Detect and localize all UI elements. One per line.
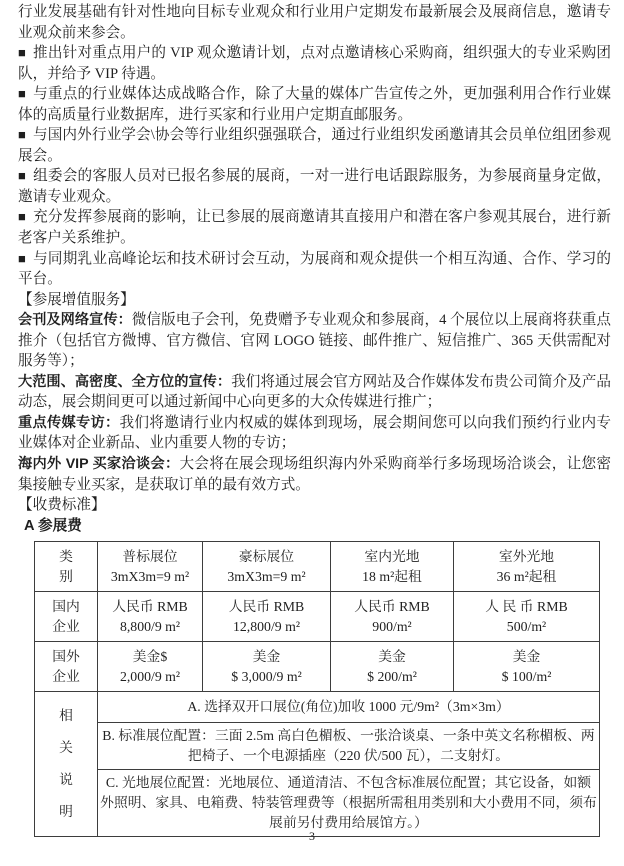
cell-line-2: 500/m² bbox=[506, 618, 547, 634]
price-cell bbox=[331, 642, 454, 692]
cell-line-1: 国内 bbox=[52, 598, 80, 614]
price-cell bbox=[331, 592, 454, 642]
note-c-cell: C. 光地展位配置：光地展位、通道清洁、不包含标准展位配置；其它设备，如额外照明、家具、电箱费、特装管理费等（根据所需租用类别和大小费用不同，须布展前另付费用给展馆方。） bbox=[98, 770, 600, 837]
service-lead-label: 会刊及网络宣传： bbox=[18, 312, 132, 329]
service-text: 大会将在展会现场组织海内外采购商举行多场现场洽谈会，让您密集接触专业买家，是获取订单的最有效方式。 bbox=[18, 456, 611, 493]
cell-line-1: 美金 bbox=[252, 648, 281, 664]
cell-line-2: 企业 bbox=[52, 618, 80, 634]
cell-line-1: 豪标展位 bbox=[238, 548, 295, 564]
bullet-square-icon: ■ bbox=[18, 127, 26, 143]
notes-label-char: 关 bbox=[59, 740, 73, 756]
cell-line-2: 8,800/9 m² bbox=[119, 618, 181, 634]
fee-table-domestic-row bbox=[35, 592, 600, 642]
bullet-text: 组委会的客服人员对已报名参展的展商，一对一进行电话跟踪服务，为参展商量身定做，邀请专业观众。 bbox=[18, 168, 611, 205]
cell-line-1: 普标展位 bbox=[122, 548, 178, 564]
fee-table-category-cell bbox=[35, 542, 98, 592]
price-cell bbox=[98, 592, 203, 642]
cell-line-2: 别 bbox=[59, 568, 73, 584]
cell-line-1: 国外 bbox=[52, 648, 80, 664]
cell-line-1: 人民币 RMB bbox=[112, 598, 188, 614]
service-lead-label: 海内外 VIP 买家洽谈会： bbox=[18, 456, 180, 473]
price-cell bbox=[203, 592, 331, 642]
bullet-square-icon: ■ bbox=[18, 45, 26, 61]
bullet-text: 与国内外行业学会\协会等行业组织强强联合，通过行业组织发函邀请其会员单位组团参观展会。 bbox=[18, 127, 611, 164]
service-paragraph bbox=[18, 454, 611, 495]
service-text: 微信版电子会刊，免费赠予专业观众和参展商，4 个展位以上展商将获重点推介（包括官方微博、官方微信、官网 LOGO 链接、邮件推广、短信推广、365 天供需配对服务等）； bbox=[18, 312, 611, 370]
cell-line-2: 36 m²起租 bbox=[496, 568, 557, 584]
bullet-paragraph bbox=[18, 43, 611, 84]
fee-table-header-cell bbox=[203, 542, 331, 592]
notes-label-cell bbox=[35, 692, 98, 837]
services-section-heading: 【参展增值服务】 bbox=[18, 291, 135, 308]
cell-line-2: $ 3,000/9 m² bbox=[231, 668, 302, 684]
cell-line-1: 室外光地 bbox=[498, 548, 555, 564]
bullet-square-icon: ■ bbox=[18, 209, 26, 225]
price-cell bbox=[98, 642, 203, 692]
service-text: 我们将通过展会官方网站及合作媒体发布贵公司简介及产品动态，展会期间更可以通过新闻中心向更多的大众传媒进行推广； bbox=[18, 373, 611, 411]
fee-table-header-cell bbox=[454, 542, 600, 592]
cell-line-2: 企业 bbox=[52, 668, 80, 684]
bullet-paragraph bbox=[18, 207, 611, 248]
note-a-cell: A. 选择双开口展位(角位)加收 1000 元/9m²（3m×3m） bbox=[98, 692, 600, 723]
cell-line-2: 2,000/9 m² bbox=[119, 668, 181, 684]
service-paragraph bbox=[18, 310, 611, 372]
service-text: 我们将邀请行业内权威的媒体到现场，展会期间您可以向我们预约行业内专业媒体对企业新品、业内重要人物的专访； bbox=[18, 414, 611, 452]
cell-line-1: 人民币 RMB bbox=[354, 598, 430, 614]
cell-line-1: 美金 bbox=[512, 648, 541, 664]
bullet-paragraph bbox=[18, 125, 611, 166]
bullet-paragraph bbox=[18, 84, 611, 125]
bullet-text: 推出针对重点用户的 VIP 观众邀请计划，点对点邀请核心采购商，组织强大的专业采购团队，并给予 VIP 待遇。 bbox=[18, 45, 611, 82]
fees-subheading: A 参展费 bbox=[24, 517, 82, 534]
notes-label-char: 明 bbox=[59, 804, 73, 820]
cell-line-2: 18 m²起租 bbox=[362, 568, 422, 584]
bullet-paragraph bbox=[18, 249, 611, 290]
fee-table-note-row bbox=[35, 770, 600, 837]
cell-line-1: 类 bbox=[59, 548, 73, 564]
cell-line-2: $ 200/m² bbox=[367, 668, 417, 684]
fees-section-heading: 【收费标准】 bbox=[18, 497, 106, 514]
notes-label-char: 说 bbox=[59, 772, 73, 788]
fee-table bbox=[34, 541, 600, 837]
cell-line-1: 室内光地 bbox=[364, 548, 420, 564]
service-lead-label: 重点传媒专访： bbox=[18, 414, 120, 431]
cell-line-1: 美金 bbox=[378, 648, 406, 664]
cell-line-1: 美金$ bbox=[132, 648, 168, 664]
page-number: 3 bbox=[309, 829, 315, 843]
price-cell bbox=[454, 592, 600, 642]
row-label-cell bbox=[35, 592, 98, 642]
fee-table-header-cell bbox=[331, 542, 454, 592]
service-paragraph bbox=[18, 372, 611, 413]
cell-line-2: 12,800/9 m² bbox=[233, 618, 300, 634]
fee-table-foreign-row bbox=[35, 642, 600, 692]
fee-table-note-row bbox=[35, 692, 600, 723]
cell-line-2: 3mX3m=9 m² bbox=[227, 568, 306, 584]
cell-line-1: 人民币 RMB bbox=[228, 598, 305, 614]
bullet-text: 与重点的行业媒体达成战略合作，除了大量的媒体广告宣传之外，更加强利用合作行业媒体的高质量行业数据库，进行买家和行业用户定期直邮服务。 bbox=[18, 86, 611, 123]
row-label-cell bbox=[35, 642, 98, 692]
price-cell bbox=[454, 642, 600, 692]
note-b-cell: B. 标准展位配置：三面 2.5m 高白色楣板、一张洽谈桌、一条中英文名称楣板、两把椅子、一个电源插座（220 伏/500 瓦），二支射灯。 bbox=[98, 723, 600, 770]
notes-label-char: 相 bbox=[59, 708, 73, 724]
intro-paragraph: 行业发展基础有针对性地向目标专业观众和行业用户定期发布最新展会及展商信息，邀请专业观众前来参会。 bbox=[18, 4, 611, 41]
service-paragraph bbox=[18, 413, 611, 454]
cell-line-1: 人 民 币 RMB bbox=[485, 598, 568, 614]
bullet-square-icon: ■ bbox=[18, 86, 26, 102]
service-lead-label: 大范围、高密度、全方位的宣传： bbox=[18, 373, 232, 390]
cell-line-2: 3mX3m=9 m² bbox=[110, 568, 190, 584]
bullet-paragraph bbox=[18, 166, 611, 207]
fee-table-header-row bbox=[35, 542, 600, 592]
bullet-text: 充分发挥参展商的影响，让已参展的展商邀请其直接用户和潜在客户参观其展台，进行新老客户关系维护。 bbox=[18, 209, 611, 247]
fee-table-note-row bbox=[35, 723, 600, 770]
fee-table-header-cell bbox=[98, 542, 203, 592]
cell-line-2: 900/m² bbox=[372, 618, 412, 634]
bullet-text: 与同期乳业高峰论坛和技术研讨会互动，为展商和观众提供一个相互沟通、合作、学习的平台。 bbox=[18, 250, 611, 288]
bullet-square-icon: ■ bbox=[18, 168, 26, 184]
price-cell bbox=[203, 642, 331, 692]
cell-line-2: $ 100/m² bbox=[501, 668, 552, 684]
bullet-square-icon: ■ bbox=[18, 250, 26, 266]
